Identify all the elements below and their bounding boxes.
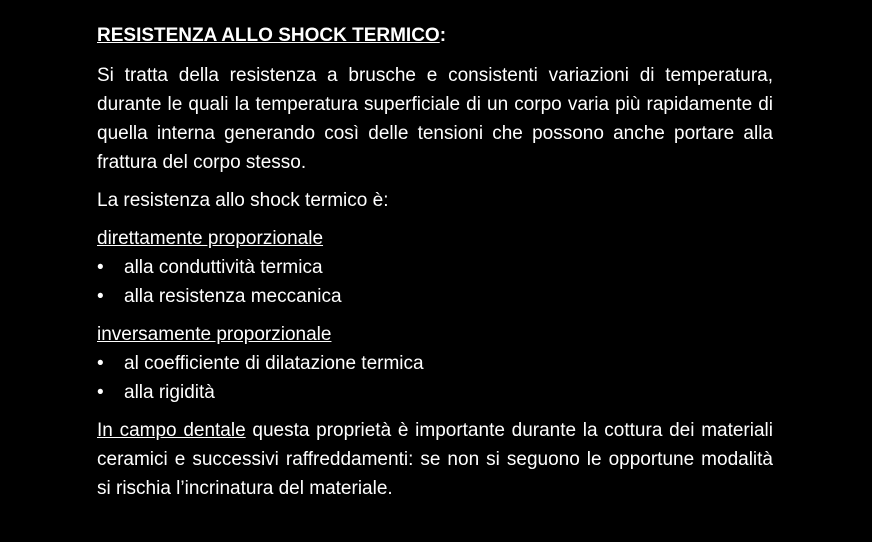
bullet-icon: • — [97, 382, 104, 403]
intro-paragraph: La resistenza allo shock termico è: — [97, 190, 389, 211]
direct-heading: direttamente proporzionale — [97, 228, 324, 249]
closing-paragraph — [97, 416, 773, 503]
list-item — [97, 378, 773, 407]
list-item — [97, 282, 773, 311]
bullet-icon: • — [97, 257, 104, 278]
inverse-list — [97, 349, 773, 407]
slide-title-colon: : — [439, 25, 447, 46]
bullet-icon: • — [97, 286, 104, 307]
list-item-text: alla rigidità — [124, 382, 215, 403]
list-item-text: alla resistenza meccanica — [124, 286, 342, 307]
closing-lead: In campo dentale — [97, 420, 246, 441]
definition-paragraph: Si tratta della resistenza a brusche e consistenti variazioni di temperatura, durante le quali la temperatura superficiale di un corpo varia più rapidamente di quella interna generando così delle tensioni che possono anche portare alla frattura del corpo stesso. — [97, 65, 773, 173]
slide-content — [97, 22, 773, 512]
list-item-text: al coefficiente di dilatazione termica — [124, 353, 424, 374]
list-item — [97, 253, 773, 282]
list-item-text: alla conduttività termica — [124, 257, 323, 278]
bullet-icon: • — [97, 353, 104, 374]
list-item — [97, 349, 773, 378]
slide-title-text: RESISTENZA ALLO SHOCK TERMICO — [97, 25, 440, 46]
closing-rest: questa proprietà è importante durante la cottura dei materiali ceramici e successivi raffreddamenti: se non si seguono le opportune modalità si rischia l’incrinatura del materiale. — [97, 420, 773, 499]
direct-list — [97, 253, 773, 311]
inverse-heading: inversamente proporzionale — [97, 324, 332, 345]
inverse-section — [97, 320, 773, 407]
slide-title — [97, 22, 773, 50]
direct-section — [97, 224, 773, 311]
